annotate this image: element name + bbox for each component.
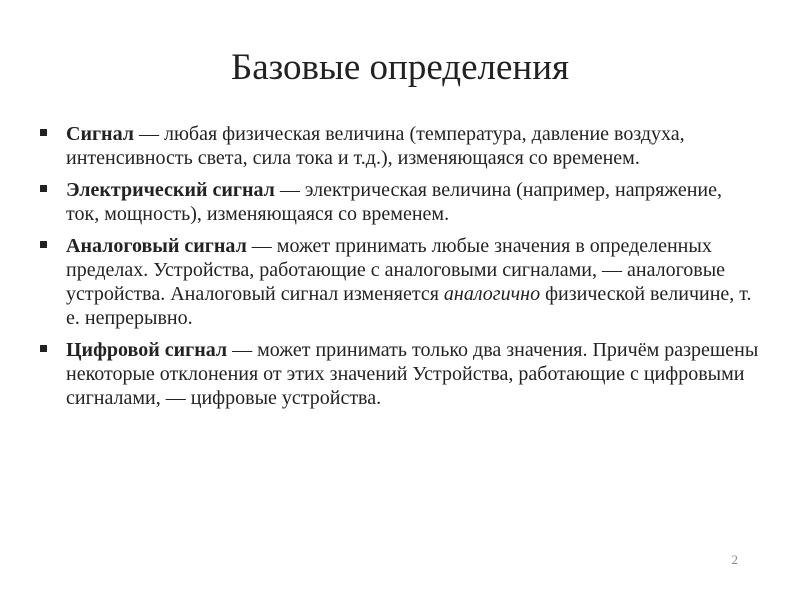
definition-analog-signal-part2: физической величине, т. е. непрерывно. bbox=[66, 283, 752, 329]
definition-electric-signal: — электрическая величина (например, напряжение, ток, мощность), изменяющаяся со временем. bbox=[66, 179, 722, 225]
slide-title: Базовые определения bbox=[230, 47, 570, 88]
emphasis-analogously: аналогично bbox=[443, 283, 541, 305]
bullet-list bbox=[40, 122, 760, 418]
bullet-square-icon bbox=[40, 345, 47, 352]
definition-analog-signal-part1: — может принимать любые значения в определенных пределах. Устройства, работающие с аналоговыми сигналами, — аналоговые устройства. Аналоговый сигнал изменяется bbox=[66, 235, 726, 305]
term-electric-signal: Электрический сигнал bbox=[66, 179, 275, 201]
definition-signal: — любая физическая величина (температура, давление воздуха, интенсивность света, сила тока и т.д.), изменяющаяся со временем. bbox=[66, 123, 685, 169]
bullet-item-analog-signal bbox=[40, 234, 760, 330]
definition-digital-signal: — может принимать только два значения. Причём разрешены некоторые отклонения от этих значений Устройства, работающие с цифровыми сигналами, — цифровые устройства. bbox=[66, 339, 759, 409]
bullet-square-icon bbox=[40, 129, 47, 136]
bullet-square-icon bbox=[40, 185, 47, 192]
bullet-square-icon bbox=[40, 241, 47, 248]
term-digital-signal: Цифровой сигнал bbox=[66, 339, 228, 361]
page-number: 2 bbox=[731, 552, 738, 567]
term-analog-signal: Аналоговый сигнал bbox=[66, 235, 247, 257]
bullet-item-digital-signal bbox=[40, 338, 760, 410]
bullet-item-signal bbox=[40, 122, 760, 170]
bullet-item-electric-signal bbox=[40, 178, 760, 226]
term-signal: Сигнал bbox=[66, 123, 134, 145]
